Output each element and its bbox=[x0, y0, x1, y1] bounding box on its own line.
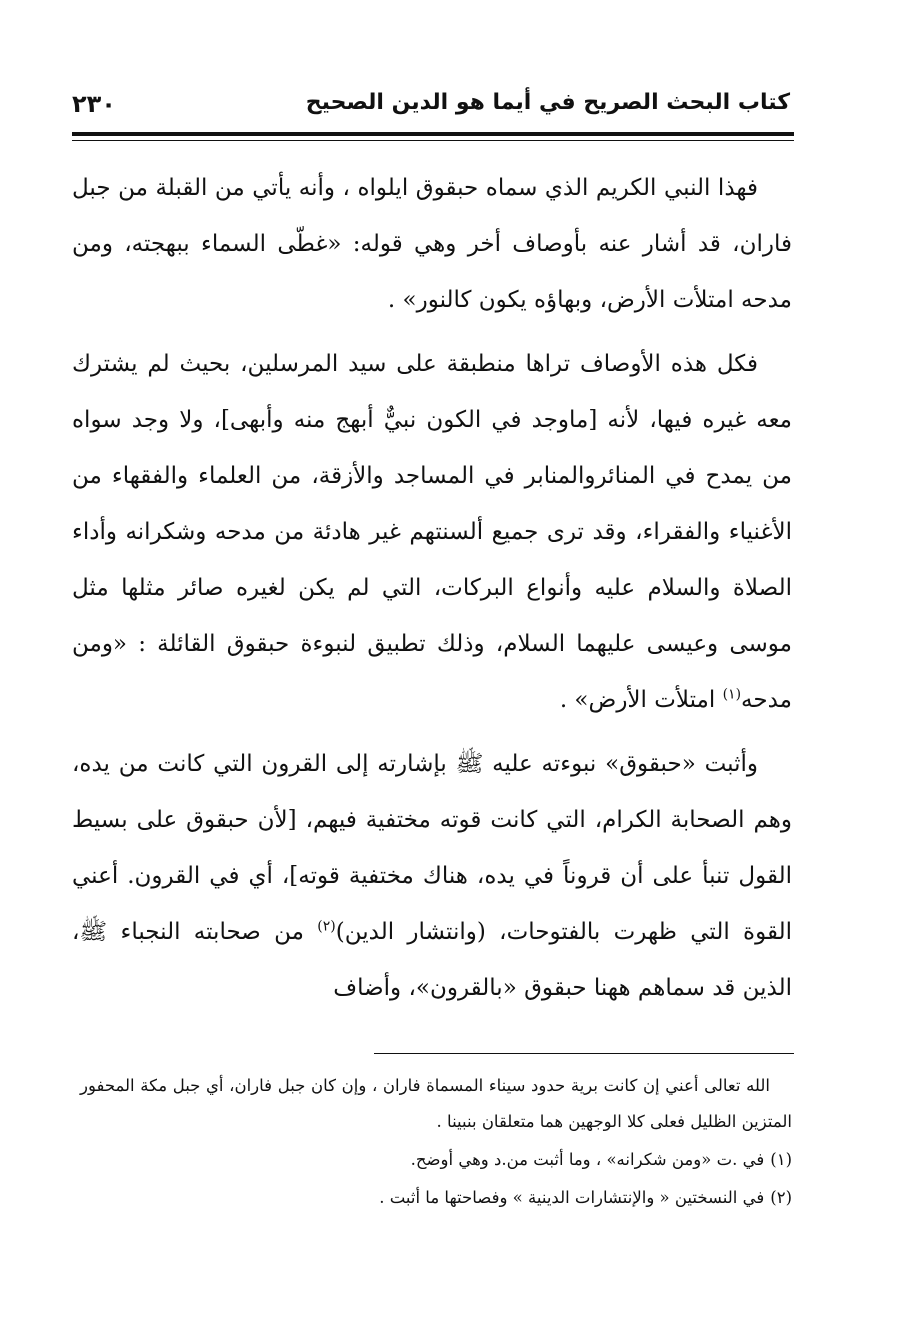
paragraph-2 bbox=[72, 336, 792, 728]
page-number: ٢٣٠ bbox=[72, 90, 116, 118]
footnote-separator bbox=[374, 1053, 794, 1054]
footnote-2-marker: (٢) bbox=[770, 1188, 792, 1207]
footnote-2 bbox=[80, 1180, 792, 1216]
header-rule-thick bbox=[72, 132, 794, 136]
footnote-1-text: في .ت «ومن شكرانه» ، وما أثبت من.د وهي أوضح. bbox=[410, 1150, 765, 1169]
footnote-2-text: في النسختين « والإنتشارات الدينية » وفصاحتها ما أثبت . bbox=[379, 1188, 765, 1207]
paragraph-1: فهذا النبي الكريم الذي سماه حبقوق ايلواه ، وأنه يأتي من القبلة من جبل فاران، قد أشار عنه بأوصاف أخر وهي قوله: «غطّى السماء ببهجته، ومن مدحه امتلأت الأرض، وبهاؤه يكون كالنور» . bbox=[72, 175, 792, 313]
paragraph-2-quote-open: «ومن مدحه bbox=[72, 631, 792, 713]
header-rule-thin bbox=[72, 140, 794, 141]
footnote-1-marker: (١) bbox=[770, 1150, 792, 1169]
footnote-1 bbox=[80, 1142, 792, 1178]
paragraph-2-text: فكل هذه الأوصاف تراها منطبقة على سيد المرسلين، بحيث لم يشترك معه غيره فيها، لأنه [ماوجد في الكون نبيٌّ أبهج منه وأبهى]، ولا وجد سواه من يمدح في المنائروالمنابر في المساجد والأزقة، من العلماء والفقهاء من الأغنياء والفقراء، وقد ترى جميع ألسنتهم غير هادئة من مدحه وشكرانه وأداء الصلاة والسلام عليه وأنواع البركات، التي لم يكن لغيره صائر مثلها مثل موسى وعيسى عليهما السلام، وذلك تطبيق لنبوءة حبقوق القائلة : bbox=[72, 351, 792, 657]
footnote-continuation: الله تعالى أعني إن كانت برية حدود سيناء المسماة فاران ، وإن كان جبل فاران، أي جبل مكة المحفور المتزين الظليل فعلى كلا الوجهين هما متعلقان بنبينا . bbox=[80, 1076, 792, 1131]
paragraph-3 bbox=[72, 736, 792, 1016]
paragraph-3-text-a: وأثبت «حبقوق» نبوءته عليه ﷺ بإشارته إلى القرون التي كانت من يده، وهم الصحابة الكرام، التي كانت قوته مختفية فيهم، [لأن حبقوق على بسيط القول تنبأ على أن قروناً في يده، هناك مختفية قوته]، أي في القرون. أعني القوة التي ظهرت بالفتوحات، (وانتشار الدين) bbox=[72, 751, 792, 945]
running-title: كتاب البحث الصريح في أيما هو الدين الصحيح bbox=[305, 90, 790, 115]
paragraph-3-text-b: من صحابته النجباء ﷺ، الذين قد سماهم ههنا حبقوق «بالقرون»، وأضاف bbox=[72, 919, 792, 1001]
page-header bbox=[72, 86, 790, 126]
footnote-ref-2: (٢) bbox=[317, 918, 336, 935]
main-text bbox=[72, 160, 792, 1024]
paragraph-2-quote-close: امتلأت الأرض» . bbox=[559, 687, 723, 713]
footnote-ref-1: (١) bbox=[722, 686, 742, 703]
footnotes bbox=[80, 1068, 792, 1216]
